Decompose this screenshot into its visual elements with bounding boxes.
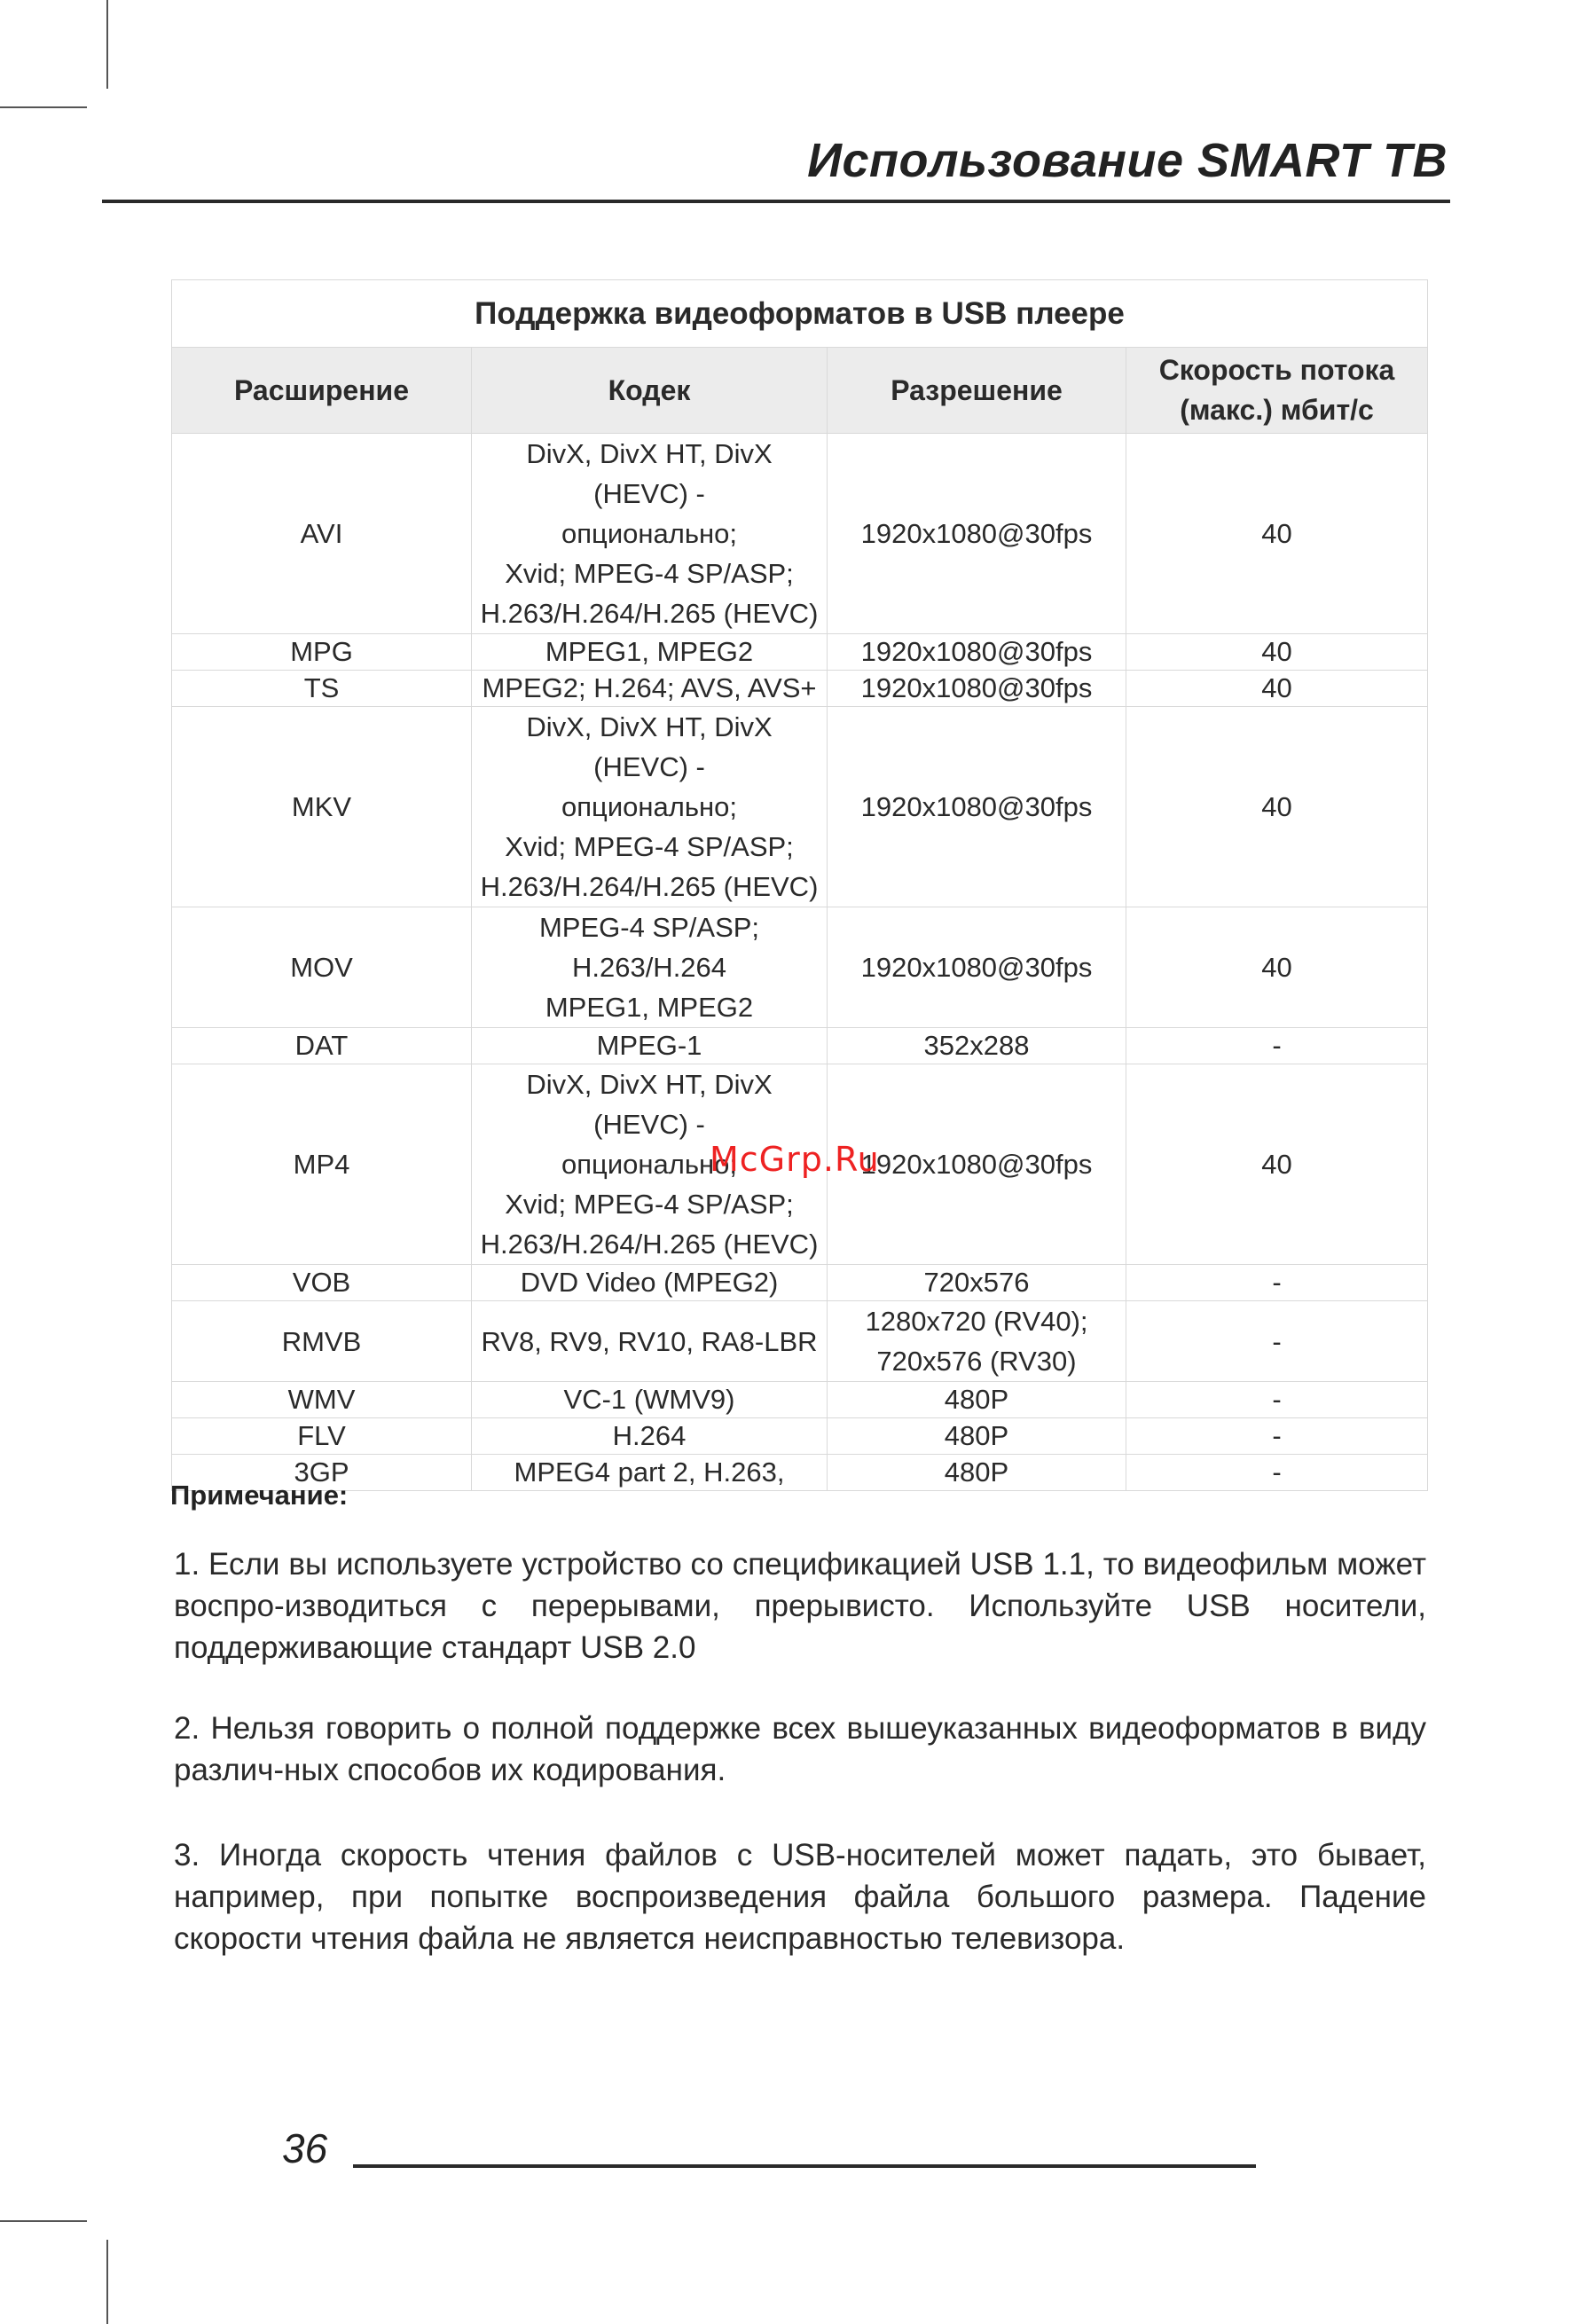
column-header-bitrate-line2: (макс.) мбит/с <box>1180 394 1374 426</box>
cell-codec: H.264 <box>472 1418 828 1455</box>
table-row <box>172 1455 1428 1491</box>
resolution-line: 720x576 (RV30) <box>876 1346 1077 1377</box>
codec-line: опционально; <box>561 1149 737 1180</box>
cell-extension: MP4 <box>172 1064 472 1265</box>
cell-resolution: 1920x1080@30fps <box>828 634 1126 671</box>
header-rule <box>102 200 1450 203</box>
cell-bitrate: - <box>1126 1301 1428 1382</box>
notes-title: Примечание: <box>170 1480 349 1511</box>
video-formats-table <box>171 279 1428 1491</box>
codec-line: Xvid; MPEG-4 SP/ASP; <box>505 1189 794 1220</box>
column-header-resolution: Разрешение <box>828 348 1126 434</box>
codec-line: H.263/H.264/H.265 (HEVC) <box>480 598 819 629</box>
cell-bitrate: 40 <box>1126 707 1428 907</box>
table-row <box>172 1028 1428 1064</box>
column-header-extension: Расширение <box>172 348 472 434</box>
cell-bitrate: 40 <box>1126 1064 1428 1265</box>
cell-extension: RMVB <box>172 1301 472 1382</box>
cell-codec <box>472 434 828 634</box>
resolution-line: 1280x720 (RV40); <box>865 1306 1088 1337</box>
codec-line: Xvid; MPEG-4 SP/ASP; <box>505 831 794 862</box>
cell-extension: MPG <box>172 634 472 671</box>
cell-bitrate: 40 <box>1126 671 1428 707</box>
cell-extension: MOV <box>172 907 472 1028</box>
table-caption: Поддержка видеоформатов в USB плеере <box>172 280 1428 348</box>
cell-resolution: 480P <box>828 1455 1126 1491</box>
cell-extension: VOB <box>172 1265 472 1301</box>
note-paragraph-3: 3. Иногда скорость чтения файлов с USB-носителей может падать, это бывает, например, при попытке воспроизведения файла большого размера. Падение скорости чтения файла не является неисправностью телевизора. <box>174 1838 1426 1956</box>
cell-bitrate: 40 <box>1126 434 1428 634</box>
codec-line: H.263/H.264/H.265 (HEVC) <box>480 1229 819 1260</box>
codec-line: DivX, DivX HT, DivX (HEVC) - <box>526 1069 773 1140</box>
note-paragraph-2: 2. Нельзя говорить о полной поддержке всех вышеуказанных видеоформатов в виду различ-ных способов их кодирования. <box>174 1711 1426 1787</box>
cell-resolution: 352x288 <box>828 1028 1126 1064</box>
codec-line: DivX, DivX HT, DivX (HEVC) - <box>526 438 773 509</box>
cell-extension: TS <box>172 671 472 707</box>
cell-codec: DVD Video (MPEG2) <box>472 1265 828 1301</box>
cell-bitrate: - <box>1126 1265 1428 1301</box>
crop-mark-bottom-vertical <box>106 2240 108 2324</box>
cell-extension: DAT <box>172 1028 472 1064</box>
cell-resolution <box>828 1301 1126 1382</box>
cell-codec <box>472 907 828 1028</box>
cell-codec: VC-1 (WMV9) <box>472 1382 828 1418</box>
cell-extension: FLV <box>172 1418 472 1455</box>
cell-extension: 3GP <box>172 1455 472 1491</box>
column-header-bitrate-line1: Скорость потока <box>1158 354 1395 386</box>
cell-resolution: 1920x1080@30fps <box>828 434 1126 634</box>
codec-line: H.263/H.264/H.265 (HEVC) <box>480 871 819 902</box>
crop-mark-top-vertical <box>106 0 108 89</box>
table-row <box>172 634 1428 671</box>
table-row <box>172 1301 1428 1382</box>
codec-line: H.263/H.264 <box>571 952 727 983</box>
codec-line: опционально; <box>561 791 737 822</box>
cell-codec <box>472 707 828 907</box>
codec-line: Xvid; MPEG-4 SP/ASP; <box>505 558 794 589</box>
cell-extension: WMV <box>172 1382 472 1418</box>
cell-bitrate: 40 <box>1126 634 1428 671</box>
cell-bitrate: - <box>1126 1455 1428 1491</box>
cell-resolution: 480P <box>828 1418 1126 1455</box>
cell-bitrate: - <box>1126 1418 1428 1455</box>
page-header-title: Использование SMART TB <box>807 134 1448 187</box>
table-row <box>172 1265 1428 1301</box>
cell-bitrate: - <box>1126 1382 1428 1418</box>
column-header-bitrate <box>1126 348 1428 434</box>
cell-bitrate: 40 <box>1126 907 1428 1028</box>
codec-line: MPEG-4 SP/ASP; <box>538 912 760 943</box>
watermark-text: McGrp.Ru <box>710 1140 880 1179</box>
cell-codec: MPEG2; H.264; AVS, AVS+ <box>472 671 828 707</box>
column-header-codec: Кодек <box>472 348 828 434</box>
cell-resolution: 1920x1080@30fps <box>828 907 1126 1028</box>
codec-line: MPEG1, MPEG2 <box>545 992 754 1023</box>
cell-codec: MPEG1, MPEG2 <box>472 634 828 671</box>
footer-rule <box>353 2164 1256 2168</box>
table-row <box>172 671 1428 707</box>
cell-codec: RV8, RV9, RV10, RA8-LBR <box>472 1301 828 1382</box>
cell-resolution: 1920x1080@30fps <box>828 671 1126 707</box>
cell-extension: AVI <box>172 434 472 634</box>
table-row <box>172 1382 1428 1418</box>
codec-line: опционально; <box>561 518 737 549</box>
table-row <box>172 434 1428 634</box>
codec-line: DivX, DivX HT, DivX (HEVC) - <box>526 711 773 782</box>
note-paragraph-1: 1. Если вы используете устройство со спецификацией USB 1.1, то видеофильм может воспро-изводиться с перерывами, прерывисто. Используйте USB носители, поддерживающие стандарт USB 2.0 <box>174 1547 1426 1665</box>
cell-extension: MKV <box>172 707 472 907</box>
cell-resolution: 480P <box>828 1382 1126 1418</box>
cell-codec: MPEG4 part 2, H.263, <box>472 1455 828 1491</box>
table-row <box>172 1418 1428 1455</box>
cell-codec: MPEG-1 <box>472 1028 828 1064</box>
cell-resolution: 1920x1080@30fps <box>828 1064 1126 1265</box>
crop-mark-bottom-horizontal <box>0 2220 87 2222</box>
cell-resolution: 720x576 <box>828 1265 1126 1301</box>
cell-resolution: 1920x1080@30fps <box>828 707 1126 907</box>
page-number: 36 <box>282 2125 328 2171</box>
table-row <box>172 707 1428 907</box>
crop-mark-top-horizontal <box>0 106 87 108</box>
table-row <box>172 907 1428 1028</box>
cell-bitrate: - <box>1126 1028 1428 1064</box>
